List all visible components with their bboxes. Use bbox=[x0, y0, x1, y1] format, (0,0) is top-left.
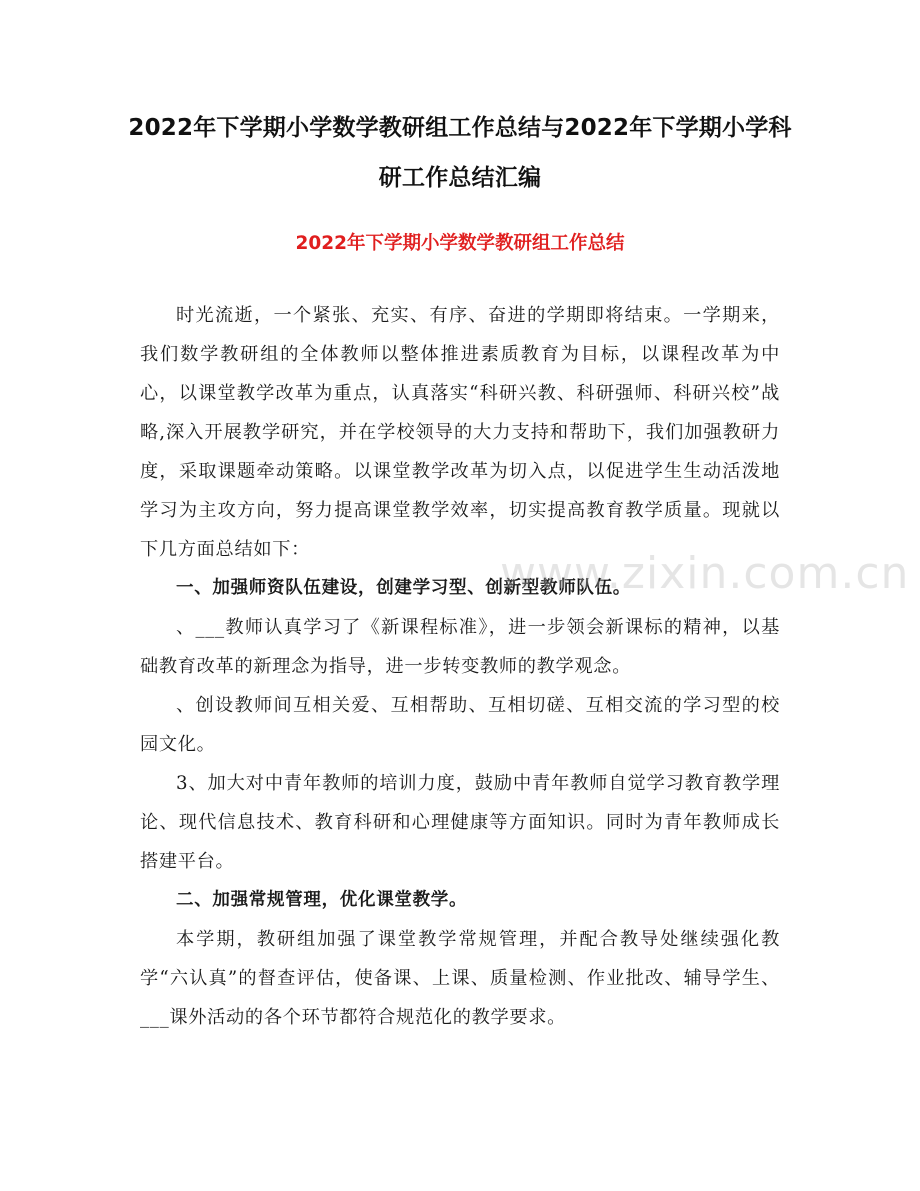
watermark: www.zixin.com.cn bbox=[500, 548, 910, 599]
document-body bbox=[140, 296, 780, 1037]
paragraph-routine: 本学期，教研组加强了课堂教学常规管理，并配合教导处继续强化教学“六认真”的督查评估，使备课、上课、质量检测、作业批改、辅导学生、___课外活动的各个环节都符合规范化的教学要求。 bbox=[140, 929, 780, 1028]
heading-routine-management: 二、加强常规管理，优化课堂教学。 bbox=[176, 890, 468, 910]
document-title: 2022年下学期小学数学教研组工作总结与2022年下学期小学科研工作总结汇编 bbox=[128, 115, 792, 191]
paragraph-item-3: 3、加大对中青年教师的培训力度，鼓励中青年教师自觉学习教育教学理论、现代信息技术、教育科研和心理健康等方面知识。同时为青年教师成长搭建平台。 bbox=[140, 773, 780, 872]
section-title: 2022年下学期小学数学教研组工作总结 bbox=[295, 233, 625, 254]
heading-teacher-team: 一、加强师资队伍建设，创建学习型、创新型教师队伍。 bbox=[176, 578, 631, 598]
intro-paragraph: 时光流逝，一个紧张、充实、有序、奋进的学期即将结束。一学期来，我们数学教研组的全体教师以整体推进素质教育为目标，以课程改革为中心，以课堂教学改革为重点，认真落实“科研兴教、科研强师、科研兴校”战略,深入开展教学研究，并在学校领导的大力支持和帮助下，我们加强教研力度，采取课题牵动策略。以课堂教学改革为切入点，以促进学生生动活泼地学习为主攻方向，努力提高课堂教学效率，切实提高教育教学质量。现就以下几方面总结如下： bbox=[140, 305, 780, 560]
paragraph-item-1: 、___教师认真学习了《新课程标准》，进一步领会新课标的精神，以基础教育改革的新理念为指导，进一步转变教师的教学观念。 bbox=[140, 617, 780, 677]
paragraph-item-2: 、创设教师间互相关爱、互相帮助、互相切磋、互相交流的学习型的校园文化。 bbox=[140, 695, 780, 755]
